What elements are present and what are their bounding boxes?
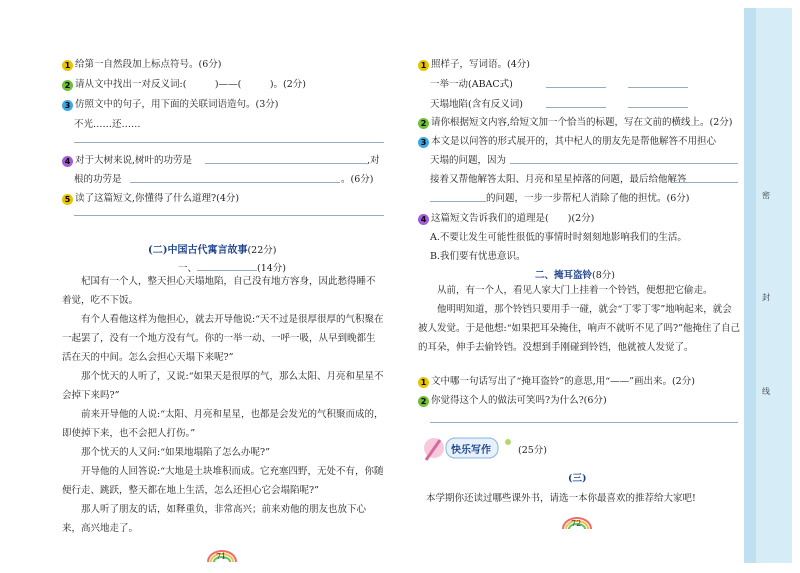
right-q4: 4 这篇短文告诉我们的道理是( )(2分) xyxy=(418,210,594,225)
number-badge-5: 5 xyxy=(62,194,73,205)
story-text xyxy=(62,272,384,538)
number-badge-1: 1 xyxy=(418,60,429,71)
answer-line[interactable] xyxy=(74,142,384,143)
writing-badge xyxy=(420,430,516,464)
sub-title: 一、 (14分) xyxy=(178,260,286,274)
paragraph: 那个忧天的人又问:“如果地塌陷了怎么办呢?” xyxy=(81,447,271,458)
right-q3: 3 本文是以问答的形式展开的，其中杞人的朋友先是帮他解答不用担心 xyxy=(418,133,716,148)
paragraph: 有个人看他这样为他担心，就去开导他说:“天不过是很厚很厚的气积聚在一起罢了，没有一个地方没有气。你的一举一动、一呼一吸，从早到晚都生活在天的中间。怎么会担心天塌下来呢?” xyxy=(62,314,384,363)
answer-line[interactable] xyxy=(430,201,486,202)
left-q5: 5 读了这篇短文,你懂得了什么道理?(4分) xyxy=(62,190,239,205)
right-q1b: 天塌地陷(含有反义词) xyxy=(430,99,523,110)
right-q1a: 一举一动(ABAC式) xyxy=(430,79,513,90)
left-q4b: ,对 xyxy=(367,155,380,166)
binding-mark-mid: 封 xyxy=(762,293,770,302)
binding-mark-top: 密 xyxy=(762,191,770,200)
binding-strip xyxy=(744,8,792,563)
page-number: 71 xyxy=(216,552,227,561)
number-badge-2: 2 xyxy=(62,80,73,91)
answer-line[interactable] xyxy=(628,87,688,88)
page-number-badge-left xyxy=(205,549,239,563)
number-badge-4: 4 xyxy=(418,214,429,225)
paragraph: 杞国有一个人，整天担心天塌地陷，自己没有地方容身，因此愁得睡不着觉，吃不下饭。 xyxy=(62,276,376,306)
answer-line[interactable] xyxy=(430,422,738,423)
number-badge-3: 3 xyxy=(418,137,429,148)
option-b[interactable]: B.我们要有忧患意识。 xyxy=(430,251,526,262)
right-q3c: 接着又帮他解答太阳、月亮和星星掉落的问题，最后给他解答 xyxy=(430,174,687,185)
story2-text xyxy=(418,281,740,357)
title-blank[interactable] xyxy=(197,260,257,271)
right-q2: 2 请你根据短文内容,给短文加一个恰当的标题，写在文前的横线上。(2分) xyxy=(418,114,732,129)
number-badge-2: 2 xyxy=(418,396,429,407)
left-q2: 2 请从文中找出一对反义词:( )——( )。(2分) xyxy=(62,76,306,91)
number-badge-1: 1 xyxy=(418,377,429,388)
left-q4d: 。(6分) xyxy=(341,174,374,185)
writing-subtitle: (三) xyxy=(568,473,587,484)
section-title: (二)中国古代寓言故事(22分) xyxy=(148,245,277,256)
answer-line[interactable] xyxy=(546,107,606,108)
paragraph: 前来开导他的人说:“太阳、月亮和星星，也都是会发光的气积聚而成的，即使掉下来，也不会把人打伤。” xyxy=(62,409,384,439)
left-q3-words: 不光……还…… xyxy=(74,119,141,130)
writing-badge-label: 快乐写作 xyxy=(451,445,491,456)
number-badge-1: 1 xyxy=(62,60,73,71)
answer-line[interactable] xyxy=(74,215,384,216)
right-q3b: 天塌的问题，因为 xyxy=(430,155,507,166)
answer-line[interactable] xyxy=(672,182,738,183)
writing-score: (25分) xyxy=(518,445,548,456)
answer-line[interactable] xyxy=(546,87,606,88)
paragraph: 开导他的人回答说:“大地是土块堆积而成。它充塞四野，无处不有，你随便行走、跳跃，整天都在地上生活，怎么还担心它会塌陷呢?” xyxy=(62,466,384,496)
left-q4c: 根的功劳是 xyxy=(74,174,122,185)
left-q4: 4 对于大树来说,树叶的功劳是 xyxy=(62,152,192,167)
left-q3: 3 仿照文中的句子，用下面的关联词语造句。(3分) xyxy=(62,96,278,111)
paragraph: 那个忧天的人听了，又说:“如果天是很厚的气，那么太阳、月亮和星星不会掉下来吗?” xyxy=(62,371,384,401)
option-a[interactable]: A.不要让发生可能性很低的事情时时刻刻地影响我们的生活。 xyxy=(430,232,687,243)
number-badge-4: 4 xyxy=(62,156,73,167)
answer-line[interactable] xyxy=(205,163,367,164)
answer-line[interactable] xyxy=(510,163,738,164)
paragraph: 从前，有一个人，看见人家大门上挂着一个铃铛，便想把它偷走。 xyxy=(437,285,713,296)
paragraph: 那人听了朋友的话，如释重负，非常高兴；前来劝他的朋友也放下心来，高兴地走了。 xyxy=(62,504,367,534)
number-badge-3: 3 xyxy=(62,100,73,111)
s2-q2: 2 你觉得这个人的做法可笑吗?为什么?(6分) xyxy=(418,392,607,407)
number-badge-2: 2 xyxy=(418,118,429,129)
left-q1: 1 给第一自然段加上标点符号。(6分) xyxy=(62,56,221,71)
right-q3d: 的问题，一步一步帮杞人消除了他的担忧。(6分) xyxy=(486,193,690,204)
page-number-badge-right xyxy=(560,516,594,530)
section2-title: 二、掩耳盗铃(8分) xyxy=(535,270,615,281)
answer-line[interactable] xyxy=(628,107,688,108)
s2-q1: 1 文中哪一句话写出了“掩耳盗铃”的意思,用“——”画出来。(2分) xyxy=(418,373,695,388)
answer-line[interactable] xyxy=(130,182,340,183)
right-q1: 1 照样子，写词语。(4分) xyxy=(418,56,530,71)
page-number: 72 xyxy=(571,519,582,528)
binding-mark-bottom: 线 xyxy=(762,387,770,396)
writing-prompt: 本学期你还读过哪些课外书，请选一本你最喜欢的推荐给大家吧! xyxy=(426,493,696,504)
paragraph: 他明明知道，那个铃铛只要用手一碰，就会“丁零丁零”地响起来，就会被人发觉。于是他想:“如果把耳朵掩住，响声不就听不见了吗?”他掩住了自己的耳朵，伸手去偷铃铛。没想到手刚碰到铃铛，他就被人发觉了。 xyxy=(418,304,741,353)
